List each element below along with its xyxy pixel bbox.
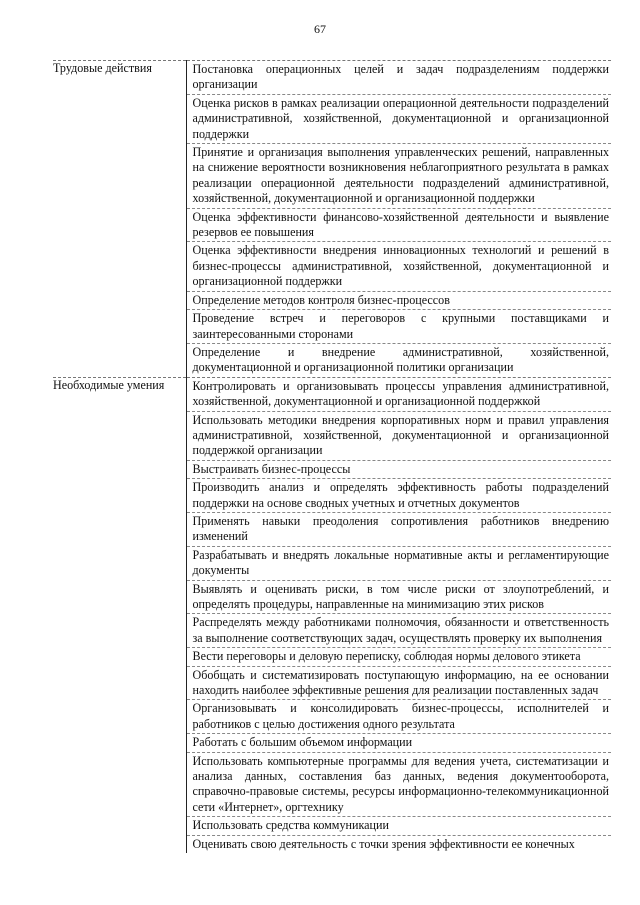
table-row-labor-actions — [53, 61, 611, 378]
qualification-table — [53, 60, 611, 853]
list-item: Использовать методики внедрения корпоративных норм и правил управления административной, хозяйственной, документационной и организационной поддержкой организации — [187, 411, 612, 460]
table-row-required-skills — [53, 377, 611, 853]
list-item: Обобщать и систематизировать поступающую информацию, на ее основании находить наиболее эффективные решения для реализации поставленных задач — [187, 666, 612, 700]
list-item: Определение методов контроля бизнес-процессов — [187, 291, 612, 309]
list-item: Оценка эффективности внедрения инновационных технологий и решений в бизнес-процессы административной, хозяйственной, документационной и организационной поддержки — [187, 241, 612, 290]
list-item: Определение и внедрение административной, хозяйственной, документационной и организационной политики организации — [187, 343, 612, 377]
list-item: Контролировать и организовывать процессы управления административной, хозяйственной, документационной и организационной поддержкой — [192, 378, 609, 409]
row-label: Трудовые действия — [53, 61, 186, 378]
row-items — [186, 61, 611, 378]
list-item: Разрабатывать и внедрять локальные нормативные акты и регламентирующие документы — [187, 546, 612, 580]
list-item: Применять навыки преодоления сопротивления работников внедрению изменений — [187, 512, 612, 546]
row-items — [186, 377, 611, 853]
list-item: Оценка эффективности финансово-хозяйственной деятельности и выявление резервов ее повышения — [187, 208, 612, 242]
page-number: 67 — [314, 22, 326, 36]
list-item: Организовывать и консолидировать бизнес-процессы, исполнителей и работников с целью достижения одного результата — [187, 699, 612, 733]
list-item: Производить анализ и определять эффективность работы подразделений поддержки на основе сводных учетных и отчетных документов — [187, 478, 612, 512]
list-item: Работать с большим объемом информации — [187, 733, 612, 751]
row-label: Необходимые умения — [53, 377, 186, 853]
list-item: Использовать компьютерные программы для ведения учета, систематизации и анализа данных, составления баз данных, ведения документооборота, справочно-правовые системы, ресурсы информационно-телекоммуникационной сети «Интернет», оргтехнику — [187, 752, 612, 817]
list-item: Оценка рисков в рамках реализации операционной деятельности подразделений административной, хозяйственной, документационной и организационной поддержки — [187, 94, 612, 143]
list-item: Выявлять и оценивать риски, в том числе риски от злоупотреблений, и определять процедуры, направленные на минимизацию этих рисков — [187, 580, 612, 614]
list-item: Оценивать свою деятельность с точки зрения эффективности ее конечных — [187, 835, 612, 853]
list-item: Принятие и организация выполнения управленческих решений, направленных на снижение вероятности возникновения неблагоприятного результата в рамках реализации операционной деятельности подразделений административной, хозяйственной, документационной и организационной поддержки — [187, 143, 612, 208]
list-item: Проведение встреч и переговоров с крупными поставщиками и заинтересованными сторонами — [187, 309, 612, 343]
list-item: Распределять между работниками полномочия, обязанности и ответственность за выполнение соответствующих задач, осуществлять проверку их выполнения — [187, 613, 612, 647]
list-item: Выстраивать бизнес-процессы — [187, 460, 612, 478]
list-item: Вести переговоры и деловую переписку, соблюдая нормы делового этикета — [187, 647, 612, 665]
list-item: Постановка операционных целей и задач подразделениям поддержки организации — [192, 62, 609, 92]
list-item: Использовать средства коммуникации — [187, 816, 612, 834]
